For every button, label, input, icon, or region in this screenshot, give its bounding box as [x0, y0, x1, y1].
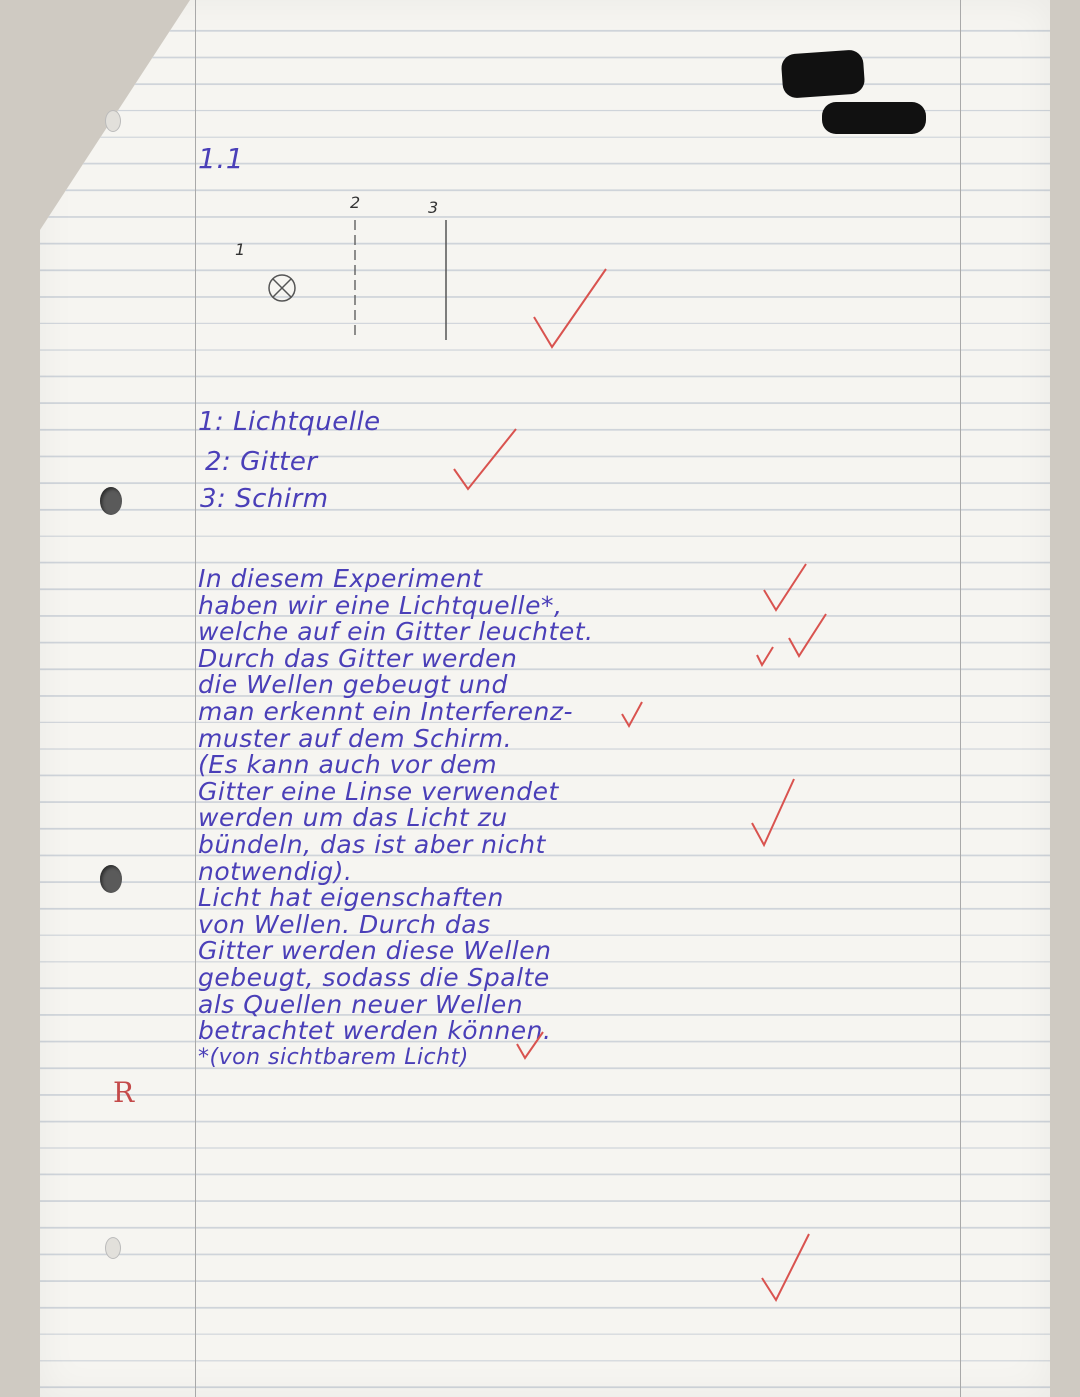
- text-line: Durch das Gitter werden: [198, 643, 518, 673]
- text-line: In diesem Experiment: [198, 564, 483, 593]
- answer-text: [198, 566, 593, 1071]
- right-margin-line: [960, 0, 961, 1397]
- check-icon: [748, 775, 798, 850]
- text-line: bündeln, das ist aber nicht: [198, 829, 546, 859]
- text-line: muster auf dem Schirm.: [198, 723, 513, 753]
- text-line: werden um das Licht zu: [198, 803, 508, 833]
- text-line: als Quellen neuer Wellen: [198, 989, 524, 1019]
- check-icon: [450, 425, 520, 495]
- redaction-bar: [822, 102, 926, 134]
- legend-item-2: 2: Gitter: [205, 447, 318, 477]
- text-line: Gitter werden diese Wellen: [198, 936, 552, 966]
- section-number: 1.1: [198, 142, 245, 175]
- diagram-label-2: 2: [350, 193, 361, 212]
- text-line: von Wellen. Durch das: [198, 909, 491, 939]
- left-margin-line: [195, 0, 196, 1397]
- footnote-line: *(von sichtbarem Licht): [198, 1044, 469, 1070]
- text-line: man erkennt ein Interferenz-: [198, 696, 574, 726]
- check-icon: [515, 1030, 545, 1062]
- text-line: notwendig).: [198, 856, 353, 886]
- text-line: haben wir eine Lichtquelle*,: [198, 590, 563, 620]
- check-icon: [755, 645, 775, 667]
- punch-hole: [100, 865, 122, 893]
- check-icon: [760, 560, 810, 615]
- text-line: die Wellen gebeugt und: [198, 670, 508, 700]
- text-line: gebeugt, sodass die Spalte: [198, 962, 550, 992]
- redaction-bar: [781, 49, 866, 99]
- punch-hole: [105, 110, 121, 132]
- text-line: Licht hat eigenschaften: [198, 883, 504, 913]
- diagram-label-1: 1: [235, 240, 246, 259]
- margin-mark: R: [113, 1076, 135, 1109]
- check-icon: [620, 700, 644, 730]
- text-line: (Es kann auch vor dem: [198, 750, 498, 780]
- check-icon: [530, 265, 610, 355]
- legend-item-3: 3: Schirm: [200, 484, 329, 514]
- text-line: Gitter eine Linse verwendet: [198, 776, 559, 806]
- punch-hole: [100, 487, 122, 515]
- diagram-label-3: 3: [428, 198, 439, 217]
- text-line: betrachtet werden können.: [198, 1016, 552, 1046]
- experiment-diagram: [220, 190, 480, 360]
- text-line: welche auf ein Gitter leuchtet.: [198, 617, 594, 647]
- legend-item-1: 1: Lichtquelle: [198, 407, 381, 437]
- check-icon: [785, 610, 830, 660]
- punch-hole: [105, 1237, 121, 1259]
- check-icon: [758, 1230, 813, 1305]
